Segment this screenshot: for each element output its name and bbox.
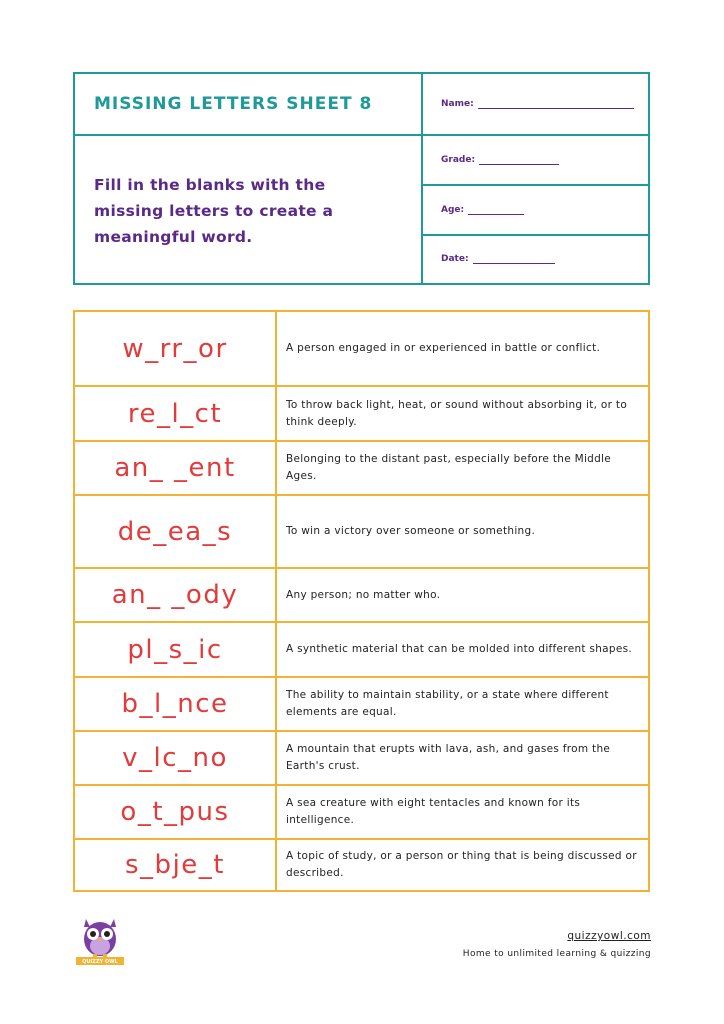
student-info-panel <box>423 74 648 283</box>
age-label: Age: <box>441 205 465 215</box>
table-row <box>75 496 648 569</box>
table-row <box>75 442 648 496</box>
grade-field[interactable] <box>423 136 648 186</box>
missing-letters-word: de_ea_s <box>75 496 277 567</box>
table-row <box>75 623 648 678</box>
footer-tagline: Home to unlimited learning & quizzing <box>462 949 651 959</box>
table-row <box>75 312 648 387</box>
table-row <box>75 678 648 732</box>
missing-letters-word: v_lc_no <box>75 732 277 784</box>
word-definition: Any person; no matter who. <box>286 588 441 601</box>
table-row <box>75 840 648 890</box>
table-row <box>75 786 648 840</box>
logo-text: QUIZZY OWL <box>82 959 118 965</box>
grade-label: Grade: <box>441 155 476 165</box>
site-url-link[interactable]: quizzyowl.com <box>567 930 651 942</box>
name-label: Name: <box>441 99 474 109</box>
missing-letters-word: w_rr_or <box>75 312 277 385</box>
word-definition: A sea creature with eight tentacles and known for its intelligence. <box>286 797 581 826</box>
title-cell <box>75 74 421 136</box>
date-field[interactable] <box>423 236 648 282</box>
missing-letters-word: an_ _ent <box>75 442 277 494</box>
header-left-panel <box>75 74 423 283</box>
word-definition: The ability to maintain stability, or a state where different elements are equal. <box>286 689 609 718</box>
missing-letters-word: re_l_ct <box>75 387 277 440</box>
age-field[interactable] <box>423 186 648 236</box>
worksheet-title: MISSING LETTERS SHEET 8 <box>94 94 373 114</box>
word-definition: Belonging to the distant past, especially before the Middle Ages. <box>286 453 612 482</box>
word-table <box>73 310 650 892</box>
quizzy-owl-logo-icon[interactable] <box>76 913 124 965</box>
date-blank-line <box>473 254 555 264</box>
name-field[interactable] <box>423 74 648 136</box>
table-row <box>75 387 648 442</box>
grade-blank-line <box>479 155 559 165</box>
missing-letters-word: an_ _ody <box>75 569 277 621</box>
word-definition: To throw back light, heat, or sound without absorbing it, or to think deeply. <box>286 398 628 428</box>
name-blank-line <box>478 99 634 109</box>
word-definition: To win a victory over someone or something. <box>286 525 536 537</box>
date-label: Date: <box>441 254 469 264</box>
missing-letters-word: o_t_pus <box>75 786 277 838</box>
worksheet-header <box>73 72 650 285</box>
missing-letters-word: b_l_nce <box>75 678 277 730</box>
table-row <box>75 569 648 623</box>
instructions-text: Fill in the blanks with the missing letters to create a meaningful word. <box>94 176 334 246</box>
table-row <box>75 732 648 786</box>
word-definition: A synthetic material that can be molded into different shapes. <box>286 643 633 655</box>
word-definition: A mountain that erupts with lava, ash, and gases from the Earth's crust. <box>286 743 611 772</box>
age-blank-line <box>468 205 524 215</box>
missing-letters-word: s_bje_t <box>75 840 277 890</box>
word-definition: A topic of study, or a person or thing that is being discussed or described. <box>286 850 637 879</box>
missing-letters-word: pl_s_ic <box>75 623 277 676</box>
word-definition: A person engaged in or experienced in battle or conflict. <box>286 342 601 354</box>
